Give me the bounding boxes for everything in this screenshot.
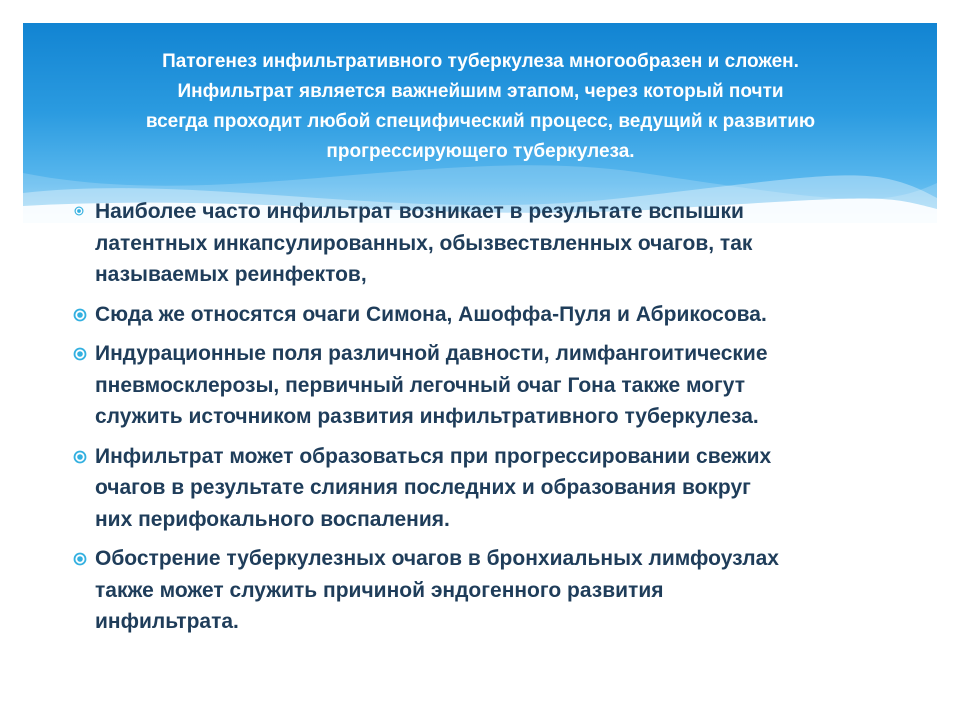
circled-dot-icon: [73, 347, 87, 361]
list-item-text: служить источником развития инфильтративного туберкулеза.: [95, 405, 759, 428]
title-line: прогрессирующего туберкулеза.: [326, 141, 635, 162]
list-item-text: Обострение туберкулезных очагов в бронхиальных лимфоузлах: [95, 547, 779, 570]
list-item-text: также может служить причиной эндогенного развития: [95, 578, 664, 602]
list-item-text: Инфильтрат может образоваться при прогрессировании свежих: [95, 444, 772, 468]
list-item: [70, 196, 920, 291]
circled-dot-icon: [73, 450, 87, 464]
title-line: Инфильтрат является важнейшим этапом, через который почти: [177, 81, 784, 102]
list-item: [70, 441, 920, 536]
slide-title: [113, 47, 848, 167]
bullet-list: [70, 196, 920, 646]
list-item-text: Индурационные поля различной давности, лимфангоитические: [95, 342, 768, 365]
list-item-text: латентных инкапсулированных, обызвествленных очагов, так: [95, 231, 753, 255]
list-item-text: пневмосклерозы, первичный легочный очаг Гона также могут: [95, 373, 746, 397]
list-item-text: инфильтрата.: [95, 610, 239, 633]
list-item-text: Наиболее часто инфильтрат возникает в результате вспышки: [95, 200, 744, 223]
circled-dot-icon: [73, 552, 87, 566]
list-item-text: Сюда же относятся очаги Симона, Ашоффа-Пуля и Абрикосова.: [95, 302, 767, 326]
title-line: всегда проходит любой специфический процесс, ведущий к развитию: [145, 111, 816, 132]
list-item: [70, 338, 920, 433]
header-banner: [23, 23, 937, 223]
circled-dot-icon: [73, 308, 87, 322]
title-line: Патогенез инфильтративного туберкулеза многообразен и сложен.: [162, 51, 799, 72]
list-item-text: называемых реинфектов,: [95, 263, 367, 286]
list-item: [70, 543, 920, 638]
circled-dot-icon: [74, 206, 84, 216]
list-item-text: очагов в результате слияния последних и образования вокруг: [95, 476, 751, 499]
list-item: [70, 299, 920, 331]
list-item-text: них перифокального воспаления.: [95, 507, 450, 531]
